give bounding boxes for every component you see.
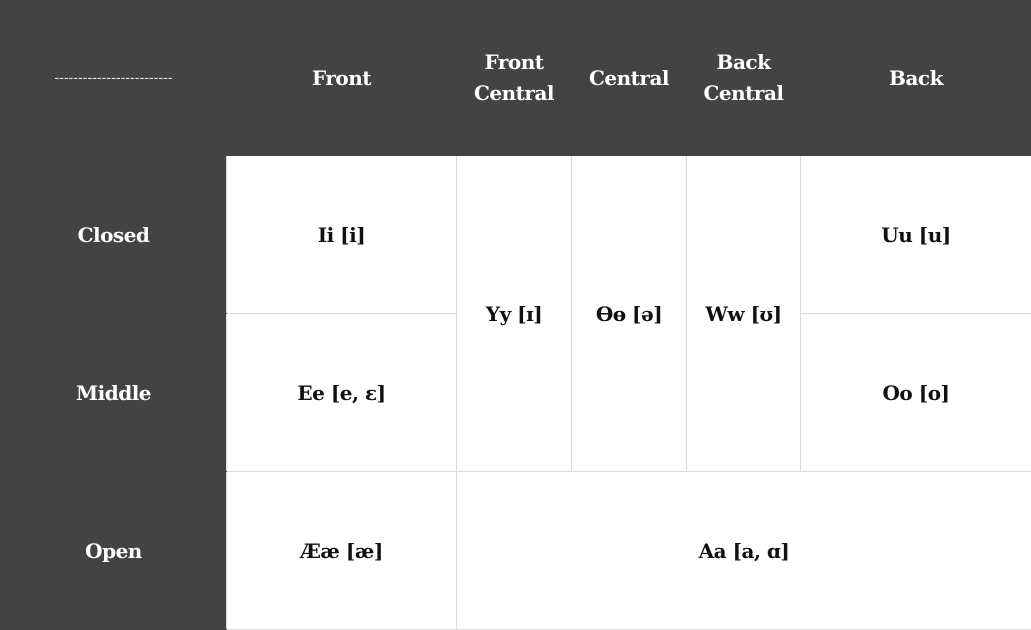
header-central: Central	[572, 1, 687, 156]
header-front: Front	[227, 1, 457, 156]
header-front-central	[457, 1, 572, 156]
cell-front-central: Yy [ɪ]	[457, 156, 572, 472]
corner-header: -------------------------	[1, 1, 227, 156]
header-back-central-line1: Back	[717, 50, 771, 74]
header-back-central	[687, 1, 801, 156]
cell-back-closed: Uu [u]	[801, 156, 1031, 314]
table-row-open	[1, 472, 1031, 630]
row-header-middle: Middle	[1, 314, 227, 472]
cell-front-open: Ææ [æ]	[227, 472, 457, 630]
cell-back-central: Ww [ʊ]	[687, 156, 801, 472]
header-back-central-line2: Central	[703, 81, 783, 105]
header-front-central-line2: Central	[474, 81, 554, 105]
cell-central: Ɵɵ [ə]	[572, 156, 687, 472]
table-row-closed	[1, 156, 1031, 314]
cell-back-middle: Oo [o]	[801, 314, 1031, 472]
cell-open-rest: Aa [a, ɑ]	[457, 472, 1031, 630]
header-back: Back	[801, 1, 1031, 156]
cell-front-closed: Ii [i]	[227, 156, 457, 314]
cell-front-middle: Ee [e, ɛ]	[227, 314, 457, 472]
header-front-central-line1: Front	[484, 50, 543, 74]
header-row	[1, 1, 1031, 156]
row-header-open: Open	[1, 472, 227, 630]
row-header-closed: Closed	[1, 156, 227, 314]
